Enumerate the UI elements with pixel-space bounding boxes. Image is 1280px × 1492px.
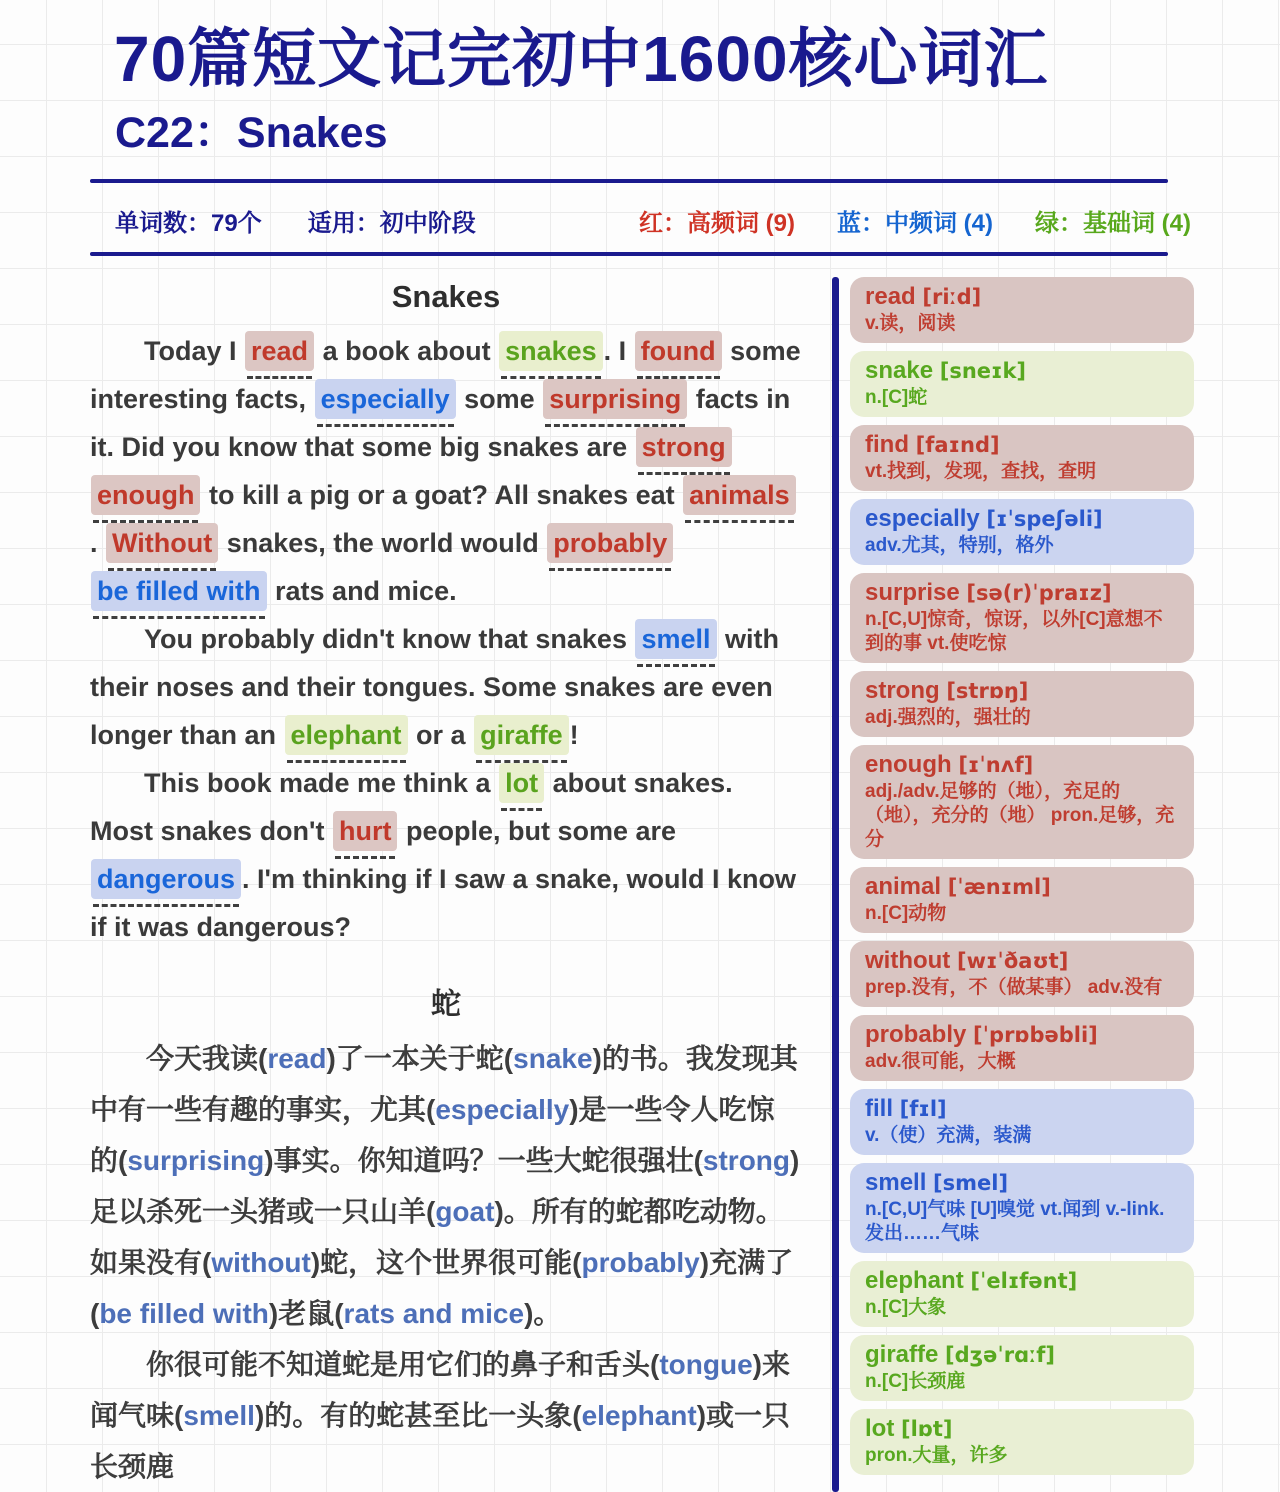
vocab-definition: n.[C]蛇: [865, 386, 928, 408]
vocab-definition: v.（使）充满，装满: [865, 1124, 1032, 1146]
vocab-word: especially: [865, 504, 987, 532]
translation-text: )。: [524, 1297, 562, 1329]
highlighted-word-red: strong: [636, 427, 732, 467]
translation-english-word: strong: [702, 1144, 791, 1176]
translation-text: )充满了(: [90, 1246, 794, 1329]
vocab-pronunciation: [ˈprɒbəbli]: [973, 1022, 1098, 1047]
vocab-card-lot: [850, 1409, 1194, 1475]
vocab-definition: adv.很可能，大概: [865, 1050, 1016, 1072]
vocab-word: elephant: [865, 1266, 971, 1294]
vocab-word: find: [865, 430, 916, 458]
translation-english-word: read: [267, 1042, 327, 1074]
vocab-definition: adj./adv.足够的（地），充足的（地），充分的（地） pron.足够，充分: [865, 780, 1175, 850]
vocab-card-giraffe: [850, 1335, 1194, 1401]
highlighted-word-red: surprising: [543, 379, 687, 419]
legend-basic-word: 绿：基础词 (4): [1035, 209, 1191, 237]
vocab-card-without: [850, 941, 1194, 1007]
translation-text: )或一只长颈鹿: [90, 1399, 791, 1482]
vocab-pronunciation: [ˈelɪfənt]: [970, 1268, 1078, 1293]
vocab-word: read: [865, 282, 923, 310]
vocab-word: animal: [865, 872, 948, 900]
translation-text: )的。有的蛇甚至比一头象(: [254, 1399, 582, 1431]
vocab-word-line: [865, 1266, 1179, 1296]
passage-text: !: [569, 719, 579, 750]
word-count-label: 单词数：79个: [115, 209, 262, 237]
vocab-word: lot: [865, 1414, 901, 1442]
vocab-word: strong: [865, 676, 947, 704]
vocab-word-line: [865, 356, 1179, 386]
vocab-pronunciation: [ɪˈnʌf]: [958, 752, 1034, 777]
translation-english-word: without: [211, 1246, 311, 1278]
translation-text: )事实。你知道吗？一些大蛇很强壮(: [264, 1144, 703, 1176]
highlighted-word-red: read: [245, 331, 314, 371]
translation-text: 今天我读(: [146, 1042, 268, 1074]
content-area: [90, 277, 1280, 1492]
vocab-word-line: [865, 750, 1179, 780]
translation-english-word: especially: [435, 1093, 570, 1125]
vocab-definition: prep.没有，不（做某事） adv.没有: [865, 976, 1163, 998]
vocab-word: without: [865, 946, 957, 974]
vocab-definition: n.[C]大象: [865, 1296, 947, 1318]
vocab-word-line: [865, 872, 1179, 902]
vocabulary-sidebar: [832, 277, 1194, 1492]
vocab-card-read: [850, 277, 1194, 343]
vocab-card-enough: [850, 745, 1194, 859]
passage-text: Today I: [144, 335, 245, 366]
highlighted-word-red: probably: [547, 523, 673, 563]
vocab-word-line: [865, 1414, 1179, 1444]
translation-english-word: rats and mice: [343, 1297, 525, 1329]
vocab-pronunciation: [smel]: [933, 1170, 1009, 1195]
passage-paragraph: [90, 759, 802, 951]
vocab-word: enough: [865, 750, 959, 778]
vocab-word: fill: [865, 1094, 900, 1122]
vocab-card-surprise: [850, 573, 1194, 663]
vocab-definition: n.[C]动物: [865, 902, 947, 924]
vocab-word: probably: [865, 1020, 974, 1048]
vocab-pronunciation: [dʒəˈrɑːf]: [945, 1342, 1055, 1367]
legend-mid-frequency: 蓝：中频词 (4): [837, 209, 993, 237]
translation-text: )的书。我发现其中有一些有趣的事实，尤其(: [90, 1042, 798, 1125]
vocab-word-line: [865, 1094, 1179, 1124]
vocab-word-line: [865, 676, 1179, 706]
vocab-word: snake: [865, 356, 940, 384]
vocab-word-line: [865, 504, 1179, 534]
passage-text: with their noses and their tongues. Some snakes are even longer than an: [90, 623, 780, 750]
vocab-definition: adj.强烈的，强壮的: [865, 706, 1031, 728]
passage-text: . I'm thinking if I saw a snake, would I know if it was dangerous?: [90, 863, 797, 942]
vocab-word-line: [865, 430, 1179, 460]
vocab-pronunciation: [riːd]: [922, 284, 982, 309]
passage-text: people, but some are: [398, 815, 677, 846]
translation-paragraph: [90, 1339, 802, 1492]
translation-text: )足以杀死一头猪或一只山羊(: [90, 1144, 800, 1227]
passage-text: a book about: [315, 335, 499, 366]
translation-english-word: surprising: [127, 1144, 265, 1176]
translation-text: )。所有的蛇都吃动物。如果没有(: [90, 1195, 784, 1278]
translation-english-word: be filled with: [99, 1297, 269, 1329]
vocab-card-smell: [850, 1163, 1194, 1253]
passage-text: rats and mice.: [267, 575, 457, 606]
vocab-word-line: [865, 946, 1179, 976]
vocab-card-especially: [850, 499, 1194, 565]
vocab-card-probably: [850, 1015, 1194, 1081]
passage-paragraph: [90, 327, 802, 615]
vocab-card-snake: [850, 351, 1194, 417]
passage-text: or a: [408, 719, 474, 750]
passage-paragraph: [90, 615, 802, 759]
passage-text: about snakes. Most snakes don't: [90, 767, 733, 846]
translation-english-word: snake: [513, 1042, 593, 1074]
legend-high-frequency: 红：高频词 (9): [639, 209, 795, 237]
highlighted-word-green: snakes: [499, 331, 603, 371]
highlighted-word-green: elephant: [285, 715, 408, 755]
translation-english-word: probably: [581, 1246, 700, 1278]
vocab-definition: adv.尤其，特别，格外: [865, 534, 1054, 556]
highlighted-word-green: giraffe: [474, 715, 569, 755]
vocab-word-line: [865, 282, 1179, 312]
translation-text: )来闻气味(: [90, 1348, 790, 1431]
highlighted-word-blue: especially: [315, 379, 456, 419]
highlighted-word-red: found: [635, 331, 722, 371]
vocab-word-line: [865, 1168, 1179, 1198]
vocab-card-fill: [850, 1089, 1194, 1155]
vocab-card-find: [850, 425, 1194, 491]
vocab-definition: n.[C,U]气味 [U]嗅觉 vt.闻到 v.-link.发出……气味: [865, 1198, 1165, 1244]
highlighted-word-red: enough: [91, 475, 200, 515]
vocab-pronunciation: [strɒŋ]: [946, 678, 1029, 703]
vocab-word-line: [865, 1340, 1179, 1370]
reading-column: [90, 277, 802, 1492]
vocab-definition: v.读，阅读: [865, 312, 956, 334]
sidebar-accent-bar: [832, 277, 839, 1492]
vocab-pronunciation: [ɪˈspeʃəli]: [986, 506, 1103, 531]
vocab-pronunciation: [sneɪk]: [939, 358, 1027, 383]
passage-text: . I: [603, 335, 634, 366]
highlighted-word-blue: be filled with: [91, 571, 267, 611]
level-label: 适用：初中阶段: [307, 209, 476, 237]
passage-text: snakes, the world would: [219, 527, 547, 558]
passage-text: This book made me think a: [144, 767, 499, 798]
passage-text: .: [90, 527, 106, 558]
translation-english-word: elephant: [581, 1399, 697, 1431]
translation-text: )老鼠(: [268, 1297, 344, 1329]
vocab-pronunciation: [ˈænɪml]: [947, 874, 1051, 899]
chapter-subtitle: C22：Snakes: [115, 108, 388, 157]
vocabulary-card-list: [850, 277, 1194, 1492]
translation-english-word: tongue: [659, 1348, 753, 1380]
vocab-word: giraffe: [865, 1340, 946, 1368]
translation-text: 你很可能不知道蛇是用它们的鼻子和舌头(: [146, 1348, 660, 1380]
highlighted-word-red: Without: [106, 523, 218, 563]
vocab-pronunciation: [faɪnd]: [915, 432, 1000, 457]
translation-text: )了一本关于蛇(: [326, 1042, 514, 1074]
divider-stats: [90, 252, 1168, 256]
english-passage: [90, 327, 802, 951]
vocab-pronunciation: [wɪˈðaʊt]: [956, 948, 1069, 973]
vocab-card-strong: [850, 671, 1194, 737]
passage-title: Snakes: [391, 278, 501, 314]
vocab-word-line: [865, 1020, 1179, 1050]
vocab-card-animal: [850, 867, 1194, 933]
vocab-definition: n.[C]长颈鹿: [865, 1370, 966, 1392]
vocab-definition: pron.大量，许多: [865, 1444, 1008, 1466]
highlighted-word-blue: dangerous: [91, 859, 241, 899]
translation-text: )是一些令人吃惊的(: [90, 1093, 775, 1176]
vocab-pronunciation: [sə(r)ˈpraɪz]: [966, 580, 1112, 605]
highlighted-word-red: animals: [683, 475, 796, 515]
vocab-definition: n.[C,U]惊奇，惊讶，以外[C]意想不到的事 vt.使吃惊: [865, 608, 1163, 654]
vocab-pronunciation: [lɒt]: [901, 1416, 953, 1441]
highlighted-word-green: lot: [499, 763, 544, 803]
vocab-card-elephant: [850, 1261, 1194, 1327]
vocab-word: surprise: [865, 578, 967, 606]
chinese-translation: [90, 1033, 802, 1492]
translation-english-word: goat: [435, 1195, 495, 1227]
highlighted-word-red: hurt: [333, 811, 397, 851]
vocab-word: smell: [865, 1168, 934, 1196]
vocab-definition: vt.找到，发现，查找，查明: [865, 460, 1097, 482]
passage-text: to kill a pig or a goat? All snakes eat: [201, 479, 683, 510]
passage-text: facts in it. Did you know that some big snakes are: [90, 383, 791, 462]
divider-header: [90, 179, 1168, 183]
vocab-word-line: [865, 578, 1179, 608]
passage-text: You probably didn't know that snakes: [144, 623, 635, 654]
translation-text: )蛇，这个世界很可能(: [310, 1246, 582, 1278]
translation-title: 蛇: [431, 987, 461, 1021]
highlighted-word-blue: smell: [635, 619, 716, 659]
passage-text: some interesting facts,: [90, 335, 801, 414]
vocab-pronunciation: [fɪl]: [899, 1096, 947, 1121]
stats-bar: [115, 203, 1191, 238]
page-title: 70篇短文记完初中1600核心词汇: [114, 23, 1049, 95]
translation-paragraph: [90, 1033, 802, 1339]
translation-english-word: smell: [183, 1399, 255, 1431]
passage-text: some: [456, 383, 543, 414]
